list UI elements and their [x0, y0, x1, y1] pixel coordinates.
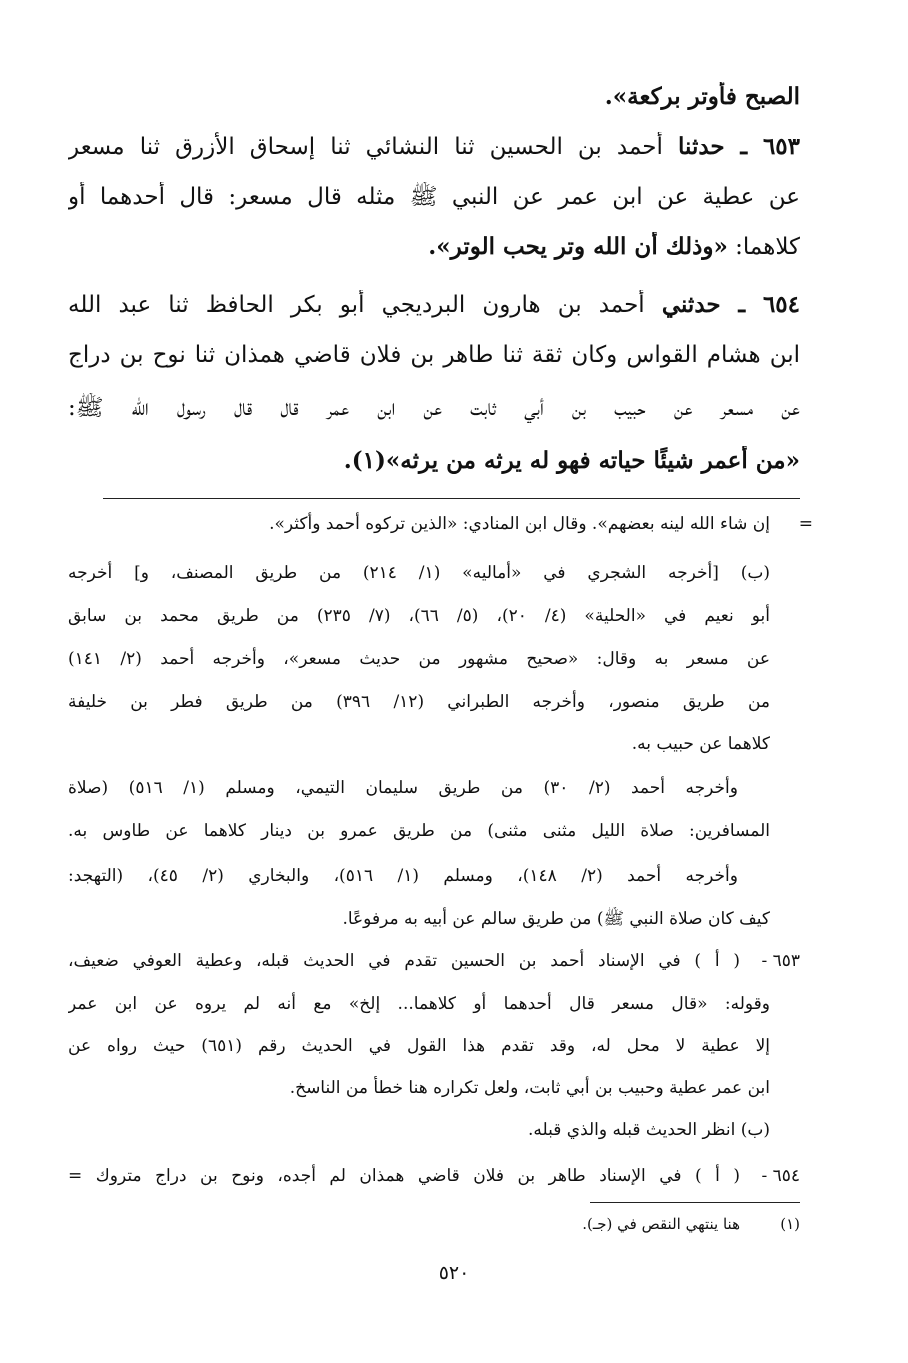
note-line: إن شاء الله لينه بعضهم». وقال ابن المنادي: «الذين تركوه أحمد وأكثر».: [269, 514, 770, 534]
note-line: وأخرجه أحمد (٢/ ٣٠) من طريق سليمان التيمي، ومسلم (١/ ٥١٦) (صلاة: [68, 778, 738, 798]
hadith-653-line-1: [68, 132, 800, 162]
footnote-number: (١): [780, 1215, 800, 1233]
note-654-number: ٦٥٤ -: [761, 1166, 800, 1186]
note-line: إلا عطية لا محل له، وقد تقدم هذا القول في الحديث رقم (٦٥١) حيث رواه عن: [68, 1036, 770, 1056]
hadith-653-text: أحمد بن الحسين ثنا النشائي ثنا إسحاق الأزرق ثنا مسعر: [68, 134, 663, 160]
note-line: المسافرين: صلاة الليل مثنى مثنى) من طريق عمرو بن دينار كلاهما عن طاوس به.: [68, 821, 770, 841]
note-line: وأخرجه أحمد (٢/ ١٤٨)، ومسلم (١/ ٥١٦)، والبخاري (٢/ ٤٥)، (التهجد:: [68, 866, 738, 886]
main-line: الصبح فأوتر بركعة».: [604, 83, 800, 110]
hadith-653-line-3: [68, 232, 800, 262]
note-line: ( أ ) في الإسناد أحمد بن الحسين تقدم في الحديث قبله، وعطية العوفي ضعيف،: [68, 951, 740, 971]
note-line: (ب) انظر الحديث قبله والذي قبله.: [527, 1120, 770, 1140]
note-line: أبو نعيم في «الحلية» (٤/ ٢٠)، (٥/ ٦٦)، (٧/ ٢٣٥) من طريق محمد بن سابق: [68, 606, 770, 626]
note-line: ابن عمر عطية وحبيب بن أبي ثابت، ولعل تكراره هنا خطأ من الناسخ.: [289, 1078, 770, 1098]
hadith-653-line-2: عن عطية عن ابن عمر عن النبي ﷺ مثله قال مسعر: قال أحدهما أو: [68, 184, 800, 210]
hadith-653-lead: كلاهما:: [727, 234, 800, 260]
footnote-separator: [590, 1202, 800, 1203]
note-line: (ب) [أخرجه الشجري في «أماليه» (١/ ٢١٤) من طريق المصنف، و] أخرجه: [68, 563, 770, 583]
page-number: ٥٢٠: [438, 1262, 470, 1284]
note-line: من طريق منصور، وأخرجه الطبراني (١٢/ ٣٩٦) من طريق فطر بن خليفة: [68, 692, 770, 712]
hadith-653-number: ٦٥٣ ـ حدثنا: [678, 133, 800, 160]
footnote-text: هنا ينتهي النقص في (جـ).: [582, 1215, 740, 1233]
note-653-number: ٦٥٣ -: [761, 951, 800, 971]
note-line: كلاهما عن حبيب به.: [631, 734, 770, 754]
hadith-654-line-2: ابن هشام القواس وكان ثقة ثنا طاهر بن فلان قاضي همذان ثنا نوح بن دراج: [68, 342, 800, 368]
hadith-653-matn: «وذلك أن الله وتر يحب الوتر».: [428, 233, 728, 260]
hadith-654-line-1: [68, 290, 800, 320]
note-line: وقوله: «قال مسعر قال أحدهما أو كلاهما... إلخ» مع أنه لم يروه عن ابن عمر: [68, 994, 770, 1014]
hadith-654-number: ٦٥٤ ـ حدثني: [661, 291, 800, 318]
hadith-654-line-3: عن مسعر عن حبيب بن أبي ثابت عن ابن عمر قال قال رسول الله ﷺ:: [68, 395, 800, 421]
note-line: ( أ ) في الإسناد طاهر بن فلان قاضي همذان لم أجده، ونوح بن دراج متروك =: [68, 1166, 740, 1186]
continuation-mark: =: [798, 514, 813, 534]
hadith-654-text: أحمد بن هارون البرديجي أبو بكر الحافظ ثنا عبد الله: [68, 292, 645, 318]
note-line: كيف كان صلاة النبي ﷺ) من طريق سالم عن أبيه به مرفوعًا.: [342, 909, 770, 929]
hadith-654-matn: «من أعمر شيئًا حياته فهو له يرثه من يرثه»(١).: [343, 447, 800, 474]
notes-separator: [103, 498, 800, 499]
note-line: عن مسعر به وقال: «صحيح مشهور من حديث مسعر»، وأخرجه أحمد (٢/ ١٤١): [68, 649, 770, 669]
